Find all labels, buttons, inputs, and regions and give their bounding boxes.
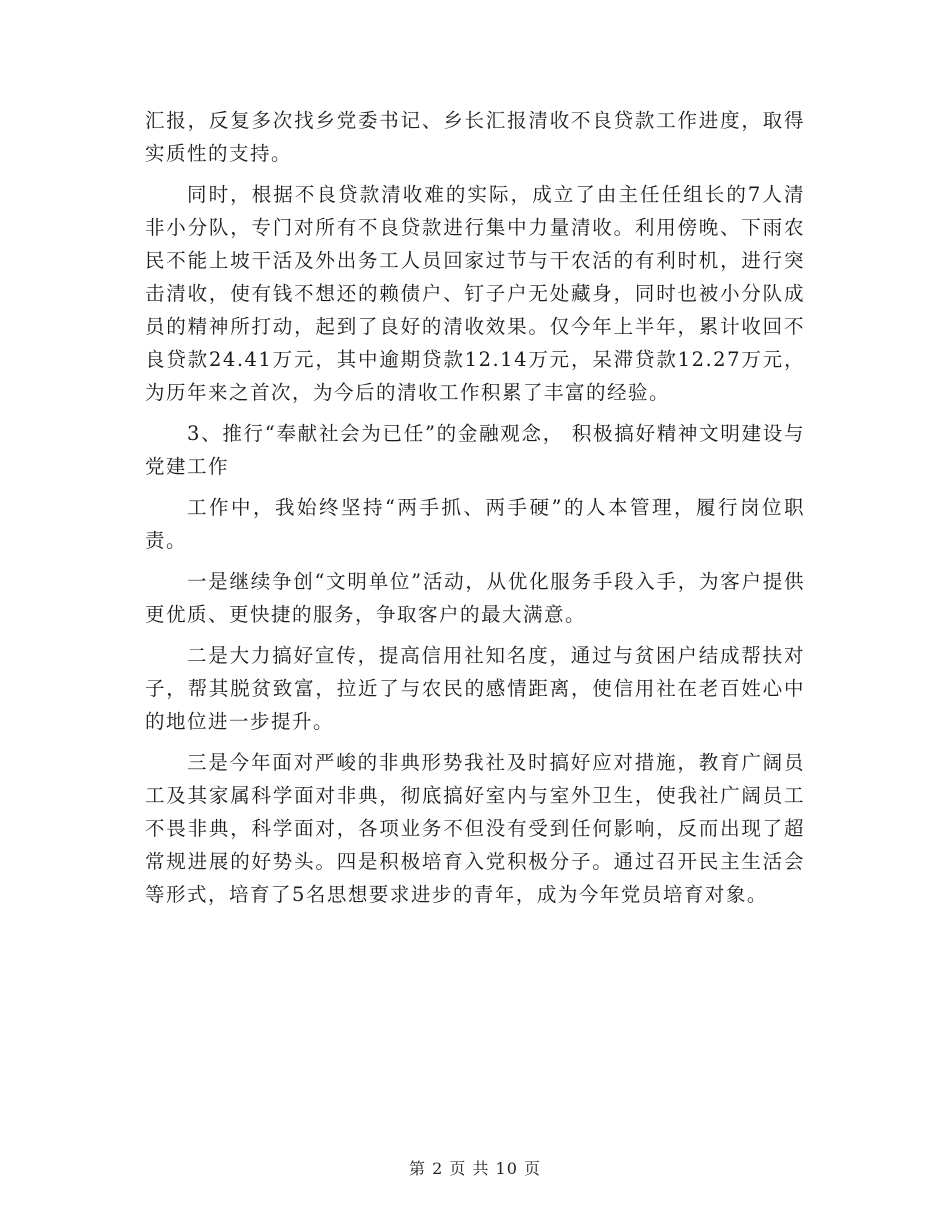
paragraph-point-one: 一是继续争创“文明单位”活动，从优化服务手段入手，为客户提供更优质、更快捷的服务，争取客户的最大满意。 xyxy=(145,570,805,626)
paragraph-point-three-four: 三是今年面对严峻的非典形势我社及时搞好应对措施，教育广阔员工及其家属科学面对非典，彻底搞好室内与室外卫生，使我社广阔员工不畏非典，科学面对，各项业务不但没有受到任何影响，反而出现了超常规进展的好势头。四是积极培育入党积极分子。通过召开民主生活会等形式，培育了5名思想要求进步的青年，成为今年党员培育对象。 xyxy=(145,751,805,906)
paragraph-report-continuation: 汇报，反复多次找乡党委书记、乡长汇报清收不良贷款工作进度，取得实质性的支持。 xyxy=(145,109,805,165)
paragraph-collection-team: 同时，根据不良贷款清收难的实际，成立了由主任任组长的7人清非小分队，专门对所有不良贷款进行集中力量清收。利用傍晚、下雨农民不能上坡干活及外出务工人员回家过节与干农活的有利时机，进行突击清收，使有钱不想还的赖债户、钉子户无处藏身，同时也被小分队成员的精神所打动，起到了良好的清收效果。仅今年上半年，累计收回不良贷款24.41万元，其中逾期贷款12.14万元，呆滞贷款12.27万元，为历年来之首次，为今后的清收工作积累了丰富的经验。 xyxy=(145,183,805,404)
document-body xyxy=(145,104,805,919)
page-number-footer: 第 2 页 共 10 页 xyxy=(409,1159,541,1178)
section-heading-3: 3、推行“奉献社会为已任”的金融观念， 积极搞好精神文明建设与党建工作 xyxy=(145,422,805,478)
paragraph-management: 工作中，我始终坚持“两手抓、两手硬”的人本管理，履行岗位职责。 xyxy=(145,496,805,552)
paragraph-point-two: 二是大力搞好宣传，提高信用社知名度，通过与贫困户结成帮扶对子，帮其脱贫致富，拉近了与农民的感情距离，使信用社在老百姓心中的地位进一步提升。 xyxy=(145,644,805,733)
